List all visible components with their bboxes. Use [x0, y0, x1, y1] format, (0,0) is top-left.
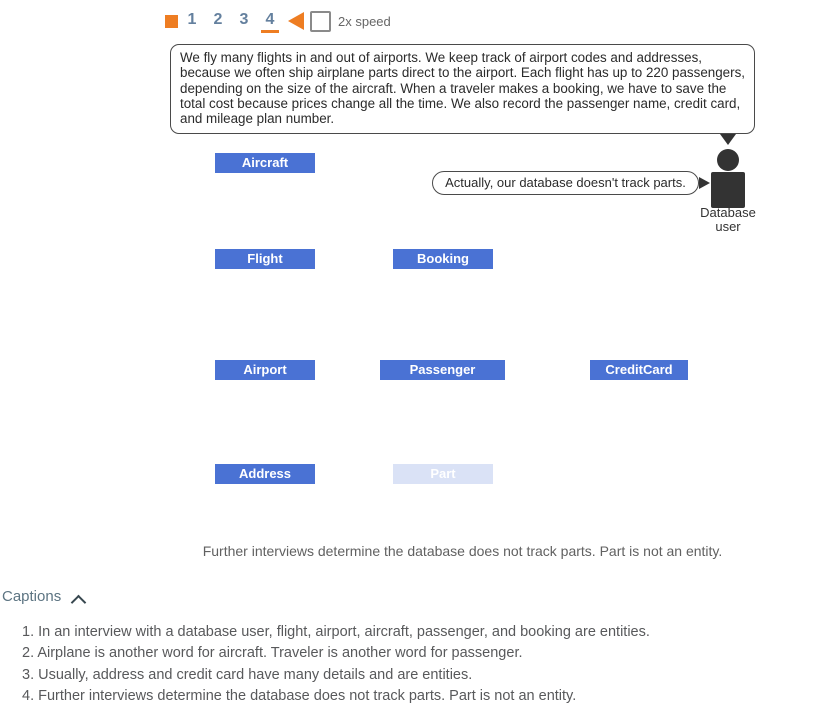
chevron-up-icon[interactable]: [71, 595, 87, 611]
step-button-1[interactable]: 1: [187, 11, 197, 28]
database-user-label-line1: Database: [700, 205, 756, 220]
play-back-triangle-icon[interactable]: [288, 12, 304, 30]
entity-part-faded: Part: [393, 464, 493, 484]
caption-item-3: 3. Usually, address and credit card have many details and are entities.: [22, 666, 473, 683]
step-status-caption: Further interviews determine the database does not track parts. Part is not an entity.: [202, 543, 723, 559]
speed-label: 2x speed: [338, 14, 391, 29]
speech-bubble-tail-icon: [720, 134, 736, 145]
caption-item-1: 1. In an interview with a database user, flight, airport, aircraft, passenger, and booking are entities.: [22, 624, 650, 640]
entity-aircraft: Aircraft: [215, 153, 315, 173]
entity-flight: Flight: [215, 249, 315, 269]
database-user-icon-body: [711, 172, 745, 208]
captions-toggle[interactable]: Captions: [2, 588, 62, 605]
entity-booking: Booking: [393, 249, 493, 269]
entity-address: Address: [215, 464, 315, 484]
step-button-3[interactable]: 3: [239, 11, 249, 28]
narration-speech-bubble: We fly many flights in and out of airports. We keep track of airport codes and addresses, because we often ship airplane parts direct to the airport. Each flight has up to 220 passengers, depending on the size of the aircraft. When a traveler makes a booking, we have to save the total cost because prices change all the time. We also record the passenger name, credit card, and mileage plan number.: [170, 44, 755, 134]
callout-bubble-tail-icon: [699, 177, 710, 189]
speed-checkbox[interactable]: [310, 11, 331, 32]
step-button-4-current[interactable]: 4: [261, 10, 279, 33]
captions-list: [22, 622, 802, 708]
entity-airport: Airport: [215, 360, 315, 380]
database-user-label-line2: user: [715, 219, 741, 234]
database-user-label: [688, 206, 768, 234]
step-button-2[interactable]: 2: [213, 11, 223, 28]
caption-item-4: 4. Further interviews determine the database does not track parts. Part is not an entity.: [22, 688, 577, 705]
entity-passenger: Passenger: [380, 360, 505, 380]
callout-speech-bubble: Actually, our database doesn't track parts.: [432, 171, 699, 195]
caption-item-2: 2. Airplane is another word for aircraft. Traveler is another word for passenger.: [22, 645, 523, 662]
database-user-icon: [717, 149, 739, 171]
stop-square-icon[interactable]: [165, 15, 178, 28]
entity-creditcard: CreditCard: [590, 360, 688, 380]
